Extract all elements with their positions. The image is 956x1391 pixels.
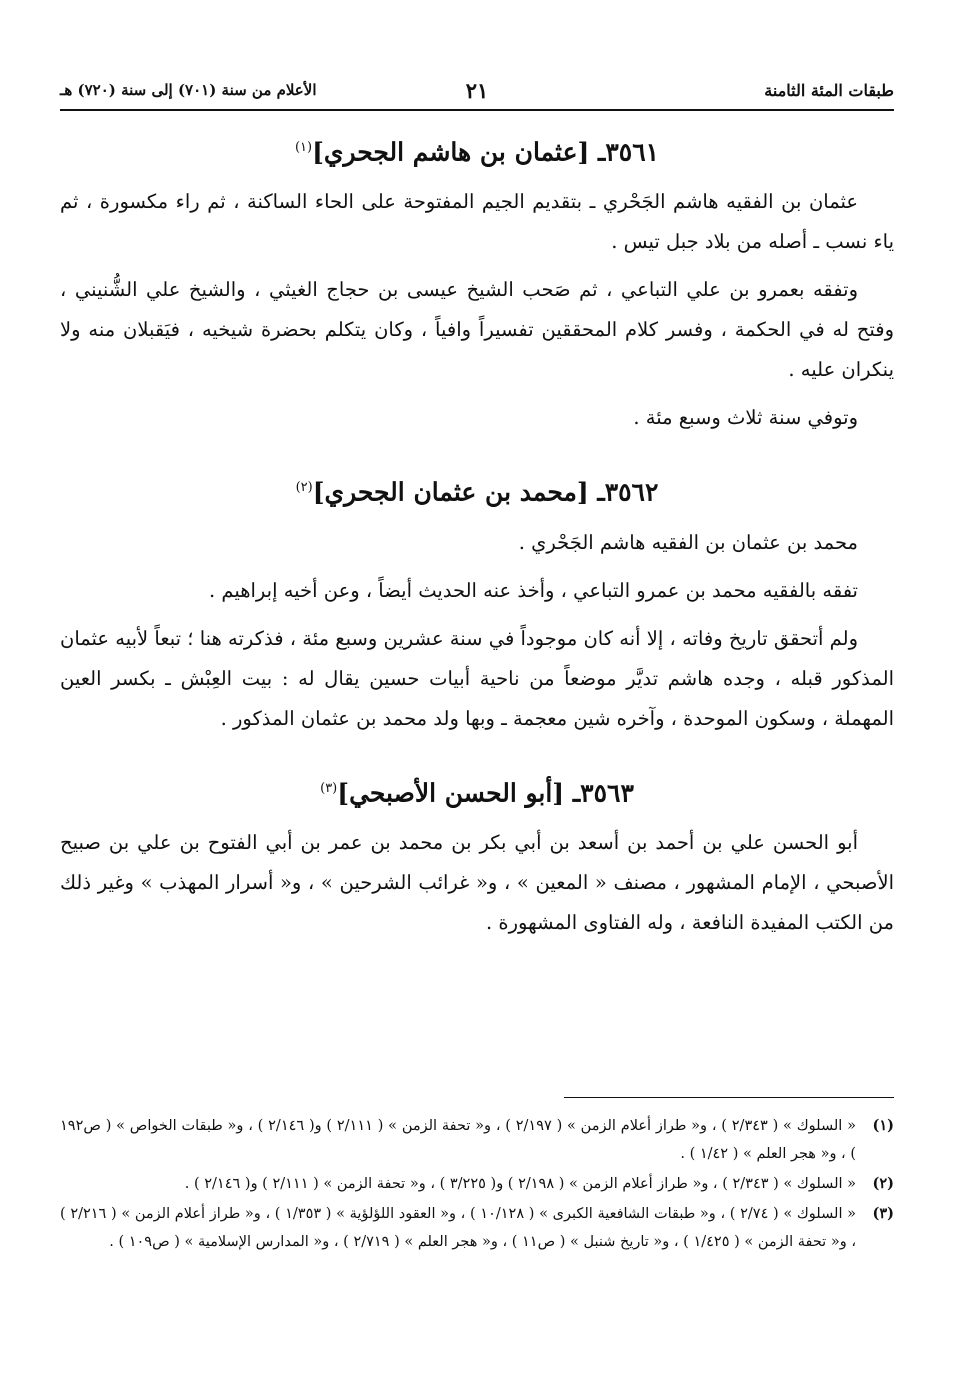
footnote-text: « السلوك » ( ٢/٧٤ ) ، و« طبقات الشافعية الكبرى » ( ١٠/١٢٨ ) ، و« العقود اللؤلؤية » ( ١/٣٥٣ ) ، و« طراز أعلام الزمن » ( ٢/٢١٦ ) ، و« تحفة الزمن » ( ١/٤٢٥ ) ، و« تاريخ شنبل » ( ص١١ ) ، و« هجر العلم » ( ٢/٧١٩ ) ، و« المدارس الإسلامية » ( ص١٠٩ ) . <box>60 1206 856 1250</box>
entry-3562 <box>60 468 894 738</box>
footnote-divider <box>564 1097 894 1098</box>
header-section-title: الأعلام من سنة (٧٠١) إلى سنة (٧٢٠) هـ <box>60 81 317 99</box>
entry-paragraph: محمد بن عثمان بن الفقيه هاشم الجَحْري . <box>518 530 858 554</box>
entry-paragraph: تفقه بالفقيه محمد بن عمرو التباعي ، وأخذ عنه الحديث أيضاً ، وعن أخيه إبراهيم . <box>208 578 858 602</box>
footnotes <box>60 1112 894 1258</box>
entry-title <box>60 128 894 172</box>
entry-paragraph: أبو الحسن علي بن أحمد بن أسعد بن أبي بكر بن محمد بن عمر بن أبي الفتوح بن علي بن صبيح الأصبحي ، الإمام المشهور ، مصنف « المعين » ، و« غرائب الشرحين » ، و« أسرار المهذب » وغير ذلك من الكتب المفيدة النافعة ، وله الفتاوى المشهورة . <box>60 830 894 934</box>
entry-paragraph: وتفقه بعمرو بن علي التباعي ، ثم صَحب الشيخ عيسى بن حجاج الغيثي ، والشيخ علي الشُّنيني ، وفتح له في الحكمة ، وفسر كلام المحققين تفسيراً وافياً ، وكان يتكلم بحضرة شيخيه ، فيَقبلان منه ولا ينكران عليه . <box>60 278 894 382</box>
footnote-text: « السلوك » ( ٢/٣٤٣ ) ، و« طراز أعلام الزمن » ( ٢/١٩٨ ) و( ٣/٢٢٥ ) ، و« تحفة الزمن » ( ٢/١١١ ) و( ٢/١٤٦ ) . <box>184 1176 856 1192</box>
entry-paragraph: عثمان بن الفقيه هاشم الجَحْري ـ بتقديم الجيم المفتوحة على الحاء الساكنة ، ثم راء مكسورة ، ثم ياء نسب ـ أصله من بلاد جبل تيس . <box>60 190 894 254</box>
footnote-number: (٣) <box>872 1205 894 1222</box>
entry-title-text: ٣٥٦٢ـ [محمد بن عثمان الجحري] <box>312 477 659 507</box>
entry-title-text: ٣٥٦٣ـ [أبو الحسن الأصبحي] <box>337 777 634 807</box>
entry-title <box>60 769 894 813</box>
header-divider <box>60 109 894 111</box>
page-body <box>60 128 894 951</box>
footnote-3 <box>60 1200 894 1256</box>
entry-title <box>60 468 894 512</box>
entry-paragraph: وتوفي سنة ثلاث وسبع مئة . <box>633 406 858 430</box>
entry-3563 <box>60 769 894 943</box>
footnote-text: « السلوك » ( ٢/٣٤٣ ) ، و« طراز أعلام الزمن » ( ٢/١٩٧ ) ، و« تحفة الزمن » ( ٢/١١١ ) و( ٢/١٤٦ ) ، و« طبقات الخواص » ( ص١٩٢ ) ، و« هجر العلم » ( ١/٤٢ ) . <box>60 1118 856 1162</box>
footnote-2 <box>60 1170 894 1198</box>
footnote-number: (١) <box>872 1117 894 1134</box>
entry-title-text: ٣٥٦١ـ [عثمان بن هاشم الجحري] <box>312 137 660 167</box>
entry-3561 <box>60 128 894 438</box>
footnote-marker: (١) <box>294 140 313 155</box>
footnote-marker: (٣) <box>320 780 338 796</box>
footnote-marker: (٢) <box>295 480 313 496</box>
header-book-title: طبقات المئة الثامنة <box>764 80 894 100</box>
entry-paragraph: ولم أتحقق تاريخ وفاته ، إلا أنه كان موجوداً في سنة عشرين وسبع مئة ، فذكرته هنا ؛ تبعاً لأبيه عثمان المذكور قبله ، وجده هاشم تديَّر موضعاً من ناحية أبيات حسين يقال له : بيت العِبْش ـ بكسر العين المهملة ، وسكون الموحدة ، وآخره شين معجمة ـ وبها ولد محمد بن عثمان المذكور . <box>60 626 894 730</box>
footnote-1 <box>60 1112 894 1168</box>
running-header <box>60 72 894 108</box>
page-number: ٢١ <box>465 77 489 103</box>
footnote-number: (٢) <box>872 1175 894 1192</box>
